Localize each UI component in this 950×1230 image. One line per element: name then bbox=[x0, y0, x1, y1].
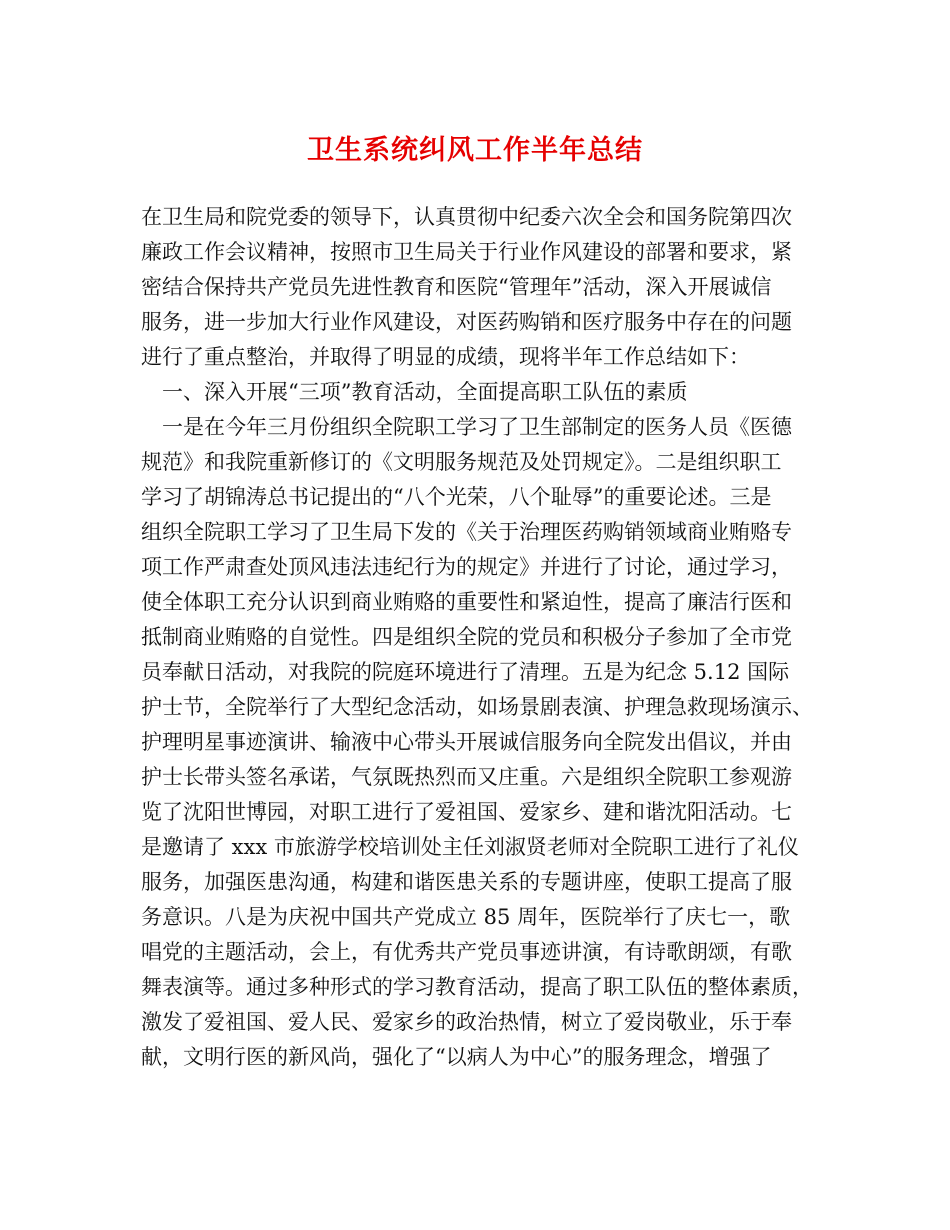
body-line: 规范》和我院重新修订的《文明服务规范及处罚规定》。二是组织职工 bbox=[141, 450, 782, 474]
document-body bbox=[141, 200, 831, 1075]
body-line: 服务，加强医患沟通，构建和谐医患关系的专题讲座，使职工提高了服 bbox=[141, 870, 792, 894]
body-line: 献，文明行医的新风尚，强化了“以病人为中心”的服务理念，增强了 bbox=[141, 1045, 772, 1069]
body-line: 护理明星事迹演讲、输液中心带头开展诚信服务向全院发出倡议，并由 bbox=[141, 730, 792, 754]
body-line: 进行了重点整治，并取得了明显的成绩，现将半年工作总结如下： bbox=[141, 345, 750, 369]
body-line: 学习了胡锦涛总书记提出的“八个光荣，八个耻辱”的重要论述。三是 bbox=[141, 485, 772, 509]
body-line: 激发了爱祖国、爱人民、爱家乡的政治热情，树立了爱岗敬业，乐于奉 bbox=[141, 1010, 792, 1034]
body-line: 一、深入开展“三项”教育活动，全面提高职工队伍的素质 bbox=[141, 380, 688, 404]
body-line: 项工作严肃查处顶风违法违纪行为的规定》并进行了讨论，通过学习， bbox=[141, 555, 792, 579]
body-line: 服务，进一步加大行业作风建设，对医药购销和医疗服务中存在的问题 bbox=[141, 310, 792, 334]
body-line: 抵制商业贿赂的自觉性。四是组织全院的党员和积极分子参加了全市党 bbox=[141, 625, 792, 649]
body-line: 密结合保持共产党员先进性教育和医院“管理年”活动，深入开展诚信 bbox=[141, 275, 772, 299]
body-line: 是邀请了 xxx 市旅游学校培训处主任刘淑贤老师对全院职工进行了礼仪 bbox=[141, 835, 799, 859]
body-line: 舞表演等。通过多种形式的学习教育活动，提高了职工队伍的整体素质， bbox=[141, 975, 813, 999]
body-line: 一是在今年三月份组织全院职工学习了卫生部制定的医务人员《医德 bbox=[141, 415, 792, 439]
body-line: 护士节，全院举行了大型纪念活动，如场景剧表演、护理急救现场演示、 bbox=[141, 695, 813, 719]
body-line: 在卫生局和院党委的领导下，认真贯彻中纪委六次全会和国务院第四次 bbox=[141, 205, 792, 229]
body-line: 览了沈阳世博园，对职工进行了爱祖国、爱家乡、建和谐沈阳活动。七 bbox=[141, 800, 792, 824]
body-line: 组织全院职工学习了卫生局下发的《关于治理医药购销领域商业贿赂专 bbox=[141, 520, 792, 544]
body-line: 使全体职工充分认识到商业贿赂的重要性和紧迫性，提高了廉洁行医和 bbox=[141, 590, 792, 614]
body-line: 唱党的主题活动，会上，有优秀共产党员事迹讲演，有诗歌朗颂，有歌 bbox=[141, 940, 792, 964]
body-line: 廉政工作会议精神，按照市卫生局关于行业作风建设的部署和要求，紧 bbox=[141, 240, 792, 264]
body-line: 护士长带头签名承诺，气氛既热烈而又庄重。六是组织全院职工参观游 bbox=[141, 765, 792, 789]
document-title: 卫生系统纠风工作半年总结 bbox=[307, 135, 643, 166]
body-line: 员奉献日活动，对我院的院庭环境进行了清理。五是为纪念 5.12 国际 bbox=[141, 660, 790, 684]
body-line: 务意识。八是为庆祝中国共产党成立 85 周年，医院举行了庆七一，歌 bbox=[141, 905, 791, 929]
